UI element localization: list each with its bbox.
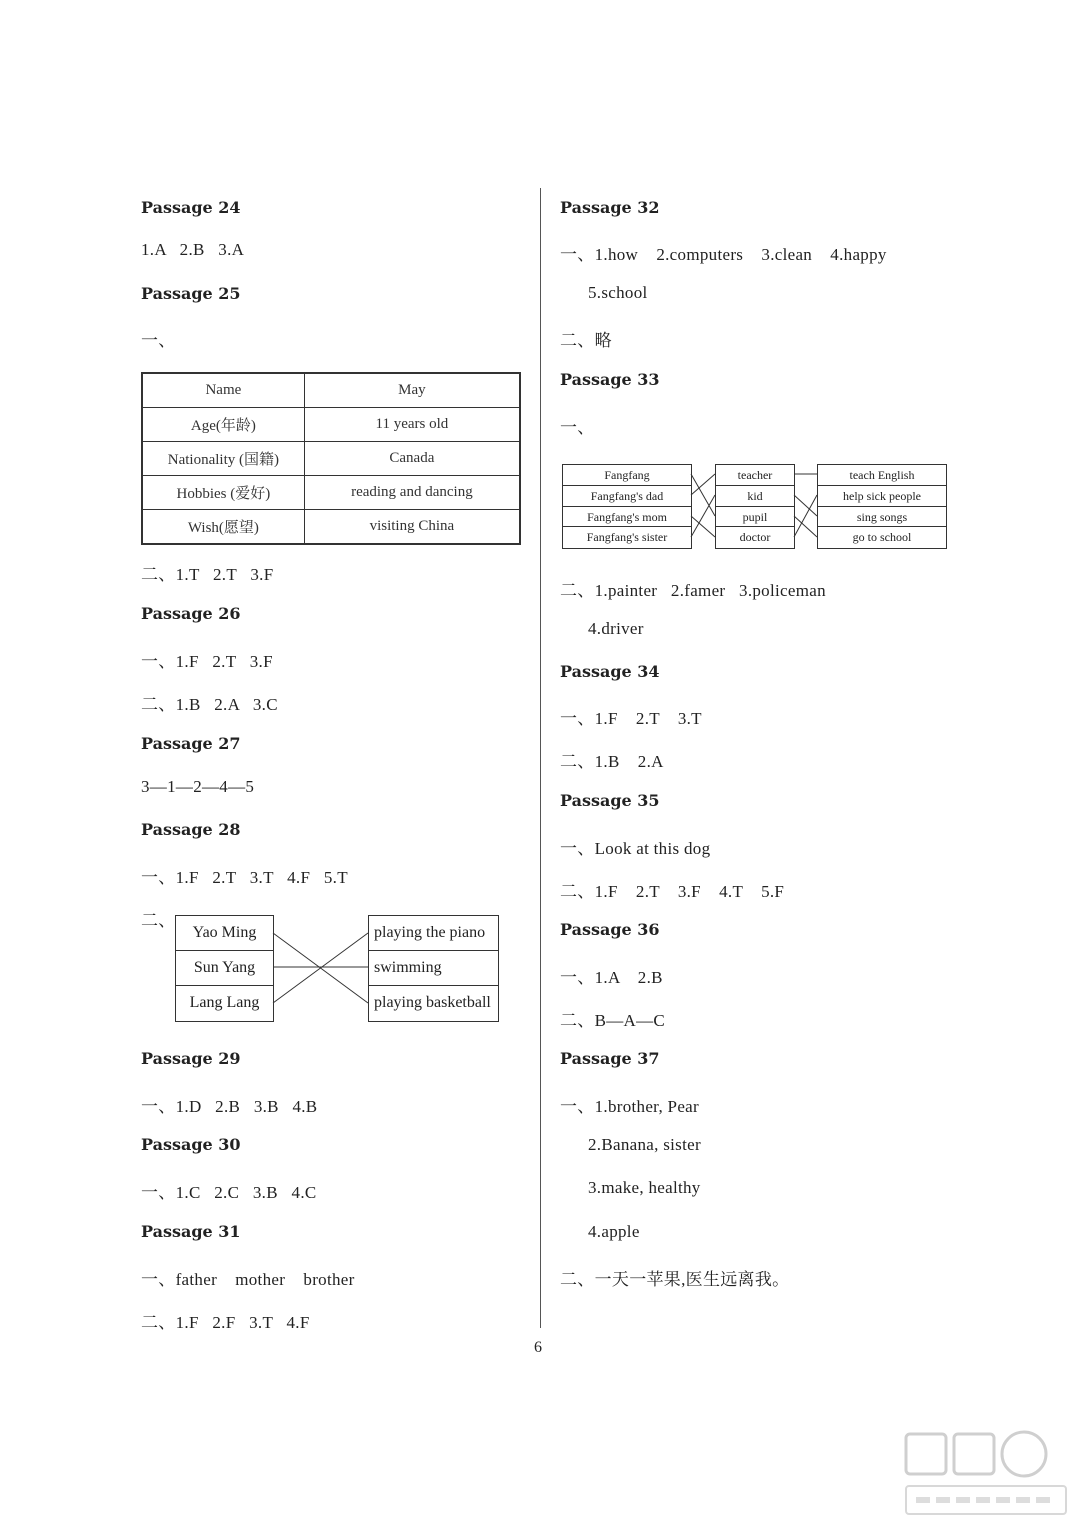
passage-30-answers: 一、1.C 2.C 3.B 4.C (141, 1183, 317, 1202)
table-cell: Wish(愿望) (142, 510, 304, 545)
table-row (142, 476, 520, 510)
person-cell: Fangfang's mom (563, 507, 691, 528)
action-cell: teach English (818, 465, 946, 486)
passage-36-part1: 一、1.A 2.B (560, 968, 663, 987)
passage-33-part1-label: 一、 (560, 418, 595, 437)
passage-31-part2: 二、1.F 2.F 3.T 4.F (141, 1313, 310, 1332)
passage-33-line2: 4.driver (588, 619, 644, 638)
name-cell: Lang Lang (189, 994, 260, 1011)
table-cell: visiting China (304, 510, 520, 545)
passage-26-part1: 一、1.F 2.T 3.F (141, 652, 273, 671)
passage-36-part2: 二、B—A—C (560, 1011, 666, 1030)
name-cell: Sun Yang (176, 951, 273, 986)
passage-24-answers: 1.A 2.B 3.A (141, 240, 245, 259)
page-number: 6 (534, 1339, 542, 1356)
passage-31-title: Passage 31 (141, 1222, 241, 1241)
job-cell: doctor (739, 530, 771, 545)
passage-24-title: Passage 24 (141, 198, 241, 217)
table-cell: Nationality (国籍) (142, 442, 304, 476)
table-cell: Name (142, 373, 304, 408)
passage-33-title: Passage 33 (560, 370, 660, 389)
passage-28-matching-lines (273, 915, 368, 1021)
job-cell: pupil (716, 507, 794, 528)
passage-35-part2: 二、1.F 2.T 3.F 4.T 5.F (560, 882, 785, 901)
passage-27-answers: 3—1—2—4—5 (141, 777, 255, 796)
passage-32-title: Passage 32 (560, 198, 660, 217)
activity-cell: playing the piano (369, 916, 498, 951)
watermark-logo-icon (902, 1428, 1070, 1520)
passage-37-line4: 4.apple (588, 1222, 640, 1241)
passage-33-lines-right (794, 464, 817, 548)
passage-28-title: Passage 28 (141, 820, 241, 839)
passage-25-part2: 二、1.T 2.T 3.F (141, 565, 274, 584)
action-cell: help sick people (818, 486, 946, 507)
table-cell: May (304, 373, 520, 408)
passage-37-line1: 一、1.brother, Pear (560, 1097, 699, 1116)
passage-35-part1: 一、Look at this dog (560, 839, 711, 858)
person-cell: Fangfang's dad (563, 486, 691, 507)
passage-34-part1: 一、1.F 2.T 3.T (560, 709, 702, 728)
passage-31-part1: 一、father mother brother (141, 1270, 355, 1289)
person-cell: Fangfang's sister (586, 530, 668, 545)
passage-29-answers: 一、1.D 2.B 3.B 4.B (141, 1097, 318, 1116)
passage-35-title: Passage 35 (560, 791, 660, 810)
passage-28-names-box (175, 915, 274, 1022)
passage-26-part2: 二、1.B 2.A 3.C (141, 695, 278, 714)
table-cell: 11 years old (304, 408, 520, 442)
passage-25-part1-label: 一、 (141, 331, 176, 350)
passage-33-line1: 二、1.painter 2.famer 3.policeman (560, 581, 826, 600)
job-cell: kid (716, 486, 794, 507)
passage-37-part2: 二、一天一苹果,医生远离我。 (560, 1270, 790, 1289)
passage-37-line2: 2.Banana, sister (588, 1135, 701, 1154)
table-cell: reading and dancing (304, 476, 520, 510)
activity-cell: playing basketball (374, 994, 491, 1011)
table-cell: Canada (304, 442, 520, 476)
passage-33-actions-box (817, 464, 947, 549)
job-cell: teacher (716, 465, 794, 486)
passage-32-line2: 5.school (588, 283, 648, 302)
name-cell: Yao Ming (176, 916, 273, 951)
table-cell: Age(年龄) (142, 408, 304, 442)
passage-28-part2-label: 二、 (141, 911, 176, 930)
passage-28-part1: 一、1.F 2.T 3.T 4.F 5.T (141, 868, 348, 887)
table-row (142, 442, 520, 476)
column-divider (540, 188, 541, 1328)
passage-33-jobs-box (715, 464, 795, 549)
passage-34-title: Passage 34 (560, 662, 660, 681)
activity-cell: swimming (369, 951, 498, 986)
passage-28-activities-box (368, 915, 499, 1022)
passage-32-line1: 一、1.how 2.computers 3.clean 4.happy (560, 245, 887, 264)
action-cell: go to school (852, 530, 912, 545)
passage-37-title: Passage 37 (560, 1049, 660, 1068)
passage-30-title: Passage 30 (141, 1135, 241, 1154)
table-row (142, 373, 520, 408)
passage-33-people-box (562, 464, 692, 549)
passage-32-part2: 二、略 (560, 331, 612, 350)
table-row (142, 510, 520, 545)
passage-26-title: Passage 26 (141, 604, 241, 623)
passage-29-title: Passage 29 (141, 1049, 241, 1068)
passage-27-title: Passage 27 (141, 734, 241, 753)
passage-37-line3: 3.make, healthy (588, 1178, 701, 1197)
table-cell: Hobbies (爱好) (142, 476, 304, 510)
passage-34-part2: 二、1.B 2.A (560, 752, 664, 771)
passage-33-lines-left (691, 464, 715, 548)
passage-25-info-table (141, 372, 521, 545)
person-cell: Fangfang (563, 465, 691, 486)
passage-25-title: Passage 25 (141, 284, 241, 303)
action-cell: sing songs (818, 507, 946, 528)
passage-36-title: Passage 36 (560, 920, 660, 939)
table-row (142, 408, 520, 442)
